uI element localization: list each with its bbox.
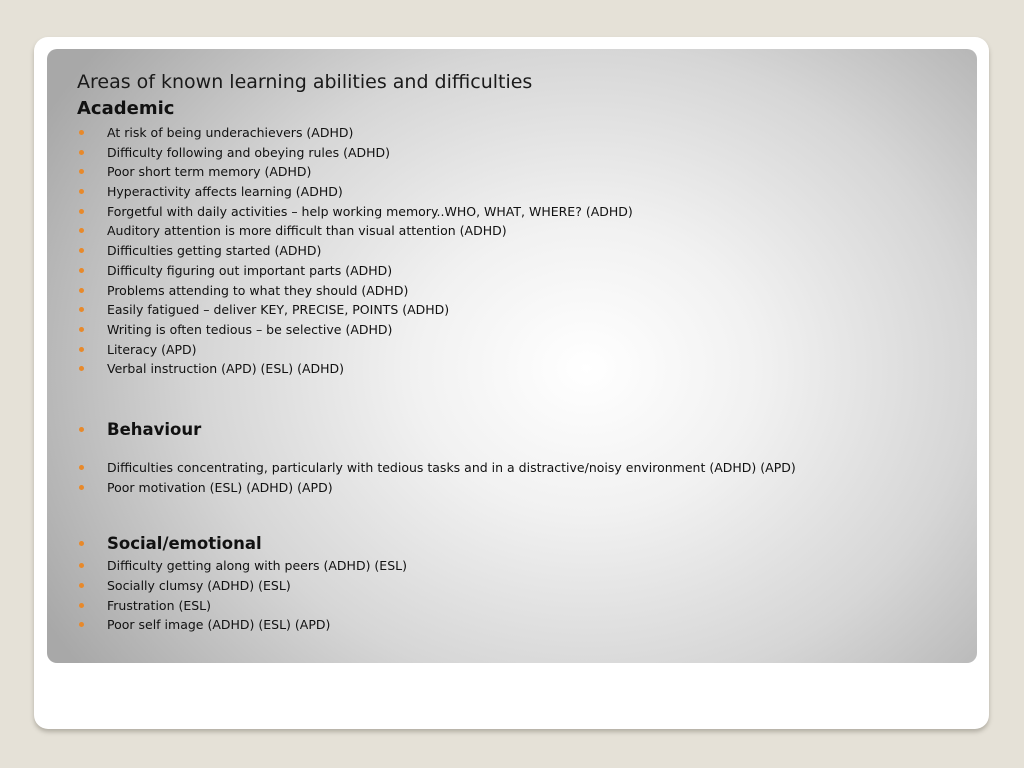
list-item xyxy=(77,202,957,222)
list-item-text: Frustration (ESL) xyxy=(107,597,212,613)
bullet-icon xyxy=(79,169,84,174)
list-item-text: Socially clumsy (ADHD) (ESL) xyxy=(107,578,291,593)
list-item xyxy=(77,478,957,498)
bullet-icon xyxy=(79,541,84,546)
list-item xyxy=(77,143,957,163)
bullet-icon xyxy=(79,603,84,608)
bullet-icon xyxy=(79,485,84,490)
bullet-icon xyxy=(79,583,84,588)
slide-title: Areas of known learning abilities and difficulties xyxy=(77,71,533,93)
content-panel xyxy=(47,49,977,663)
list-item-text: Poor self image (ADHD) (ESL) (APD) xyxy=(107,617,331,633)
spacer xyxy=(77,497,957,531)
bullet-icon xyxy=(79,248,84,253)
list-item xyxy=(77,320,957,340)
behaviour-heading xyxy=(77,417,957,442)
bullet-icon xyxy=(79,150,84,155)
list-item xyxy=(77,221,957,241)
bullet-icon xyxy=(79,427,84,432)
list-item xyxy=(77,458,957,478)
list-item-text: Auditory attention is more difficult than visual attention (ADHD) xyxy=(107,223,507,239)
list-item xyxy=(77,556,957,576)
bullet-icon xyxy=(79,189,84,194)
social-heading-text: Social/emotional xyxy=(107,534,262,554)
list-item-text: Difficulty getting along with peers (ADHD) (ESL) xyxy=(107,558,407,574)
list-item-text: Problems attending to what they should (ADHD) xyxy=(107,282,409,298)
list-item xyxy=(77,300,957,320)
behaviour-items xyxy=(77,458,957,497)
list-item-text: Easily fatigued – deliver KEY, PRECISE, POINTS (ADHD) xyxy=(107,302,450,318)
behaviour-list xyxy=(77,417,957,442)
list-item-text: Difficulties concentrating, particularly with tedious tasks and in a distractive/noisy environment (ADHD) (APD) xyxy=(107,459,796,475)
spacer xyxy=(77,442,957,458)
bullet-icon xyxy=(79,465,84,470)
list-item-text: Difficulty following and obeying rules (ADHD) xyxy=(107,144,391,160)
bullet-icon xyxy=(79,288,84,293)
bullet-icon xyxy=(79,307,84,312)
list-item-text: Hyperactivity affects learning (ADHD) xyxy=(107,184,343,200)
list-item xyxy=(77,261,957,281)
list-item xyxy=(77,576,957,596)
list-item-text: Difficulty figuring out important parts (ADHD) xyxy=(107,262,393,278)
slide-frame xyxy=(34,37,989,729)
list-item xyxy=(77,162,957,182)
bullet-icon xyxy=(79,268,84,273)
bullet-icon xyxy=(79,327,84,332)
list-item xyxy=(77,615,957,635)
academic-heading: Academic xyxy=(77,98,175,119)
behaviour-heading-text: Behaviour xyxy=(107,419,202,439)
list-item-text: Difficulties getting started (ADHD) xyxy=(107,243,322,259)
social-heading xyxy=(77,531,957,556)
list-item-text: Poor motivation (ESL) (ADHD) (APD) xyxy=(107,479,333,495)
bullet-icon xyxy=(79,228,84,233)
list-item xyxy=(77,596,957,616)
list-item xyxy=(77,281,957,301)
social-list xyxy=(77,531,957,635)
slide-text-area xyxy=(77,69,957,635)
list-item xyxy=(77,123,957,143)
list-item xyxy=(77,340,957,360)
bullet-icon xyxy=(79,366,84,371)
bullet-icon xyxy=(79,209,84,214)
list-item-text: Forgetful with daily activities – help working memory..WHO, WHAT, WHERE? (ADHD) xyxy=(107,203,633,219)
list-item-text: Verbal instruction (APD) (ESL) (ADHD) xyxy=(107,361,345,377)
spacer xyxy=(77,379,957,417)
list-item-text: Literacy (APD) xyxy=(107,341,197,357)
list-item xyxy=(77,241,957,261)
list-item-text: At risk of being underachievers (ADHD) xyxy=(107,125,354,140)
list-item xyxy=(77,359,957,379)
list-item-text: Writing is often tedious – be selective (ADHD) xyxy=(107,321,393,337)
bullet-icon xyxy=(79,347,84,352)
list-item xyxy=(77,182,957,202)
bullet-icon xyxy=(79,563,84,568)
bullet-icon xyxy=(79,622,84,627)
academic-list xyxy=(77,123,957,379)
bullet-icon xyxy=(79,130,84,135)
list-item-text: Poor short term memory (ADHD) xyxy=(107,164,312,180)
